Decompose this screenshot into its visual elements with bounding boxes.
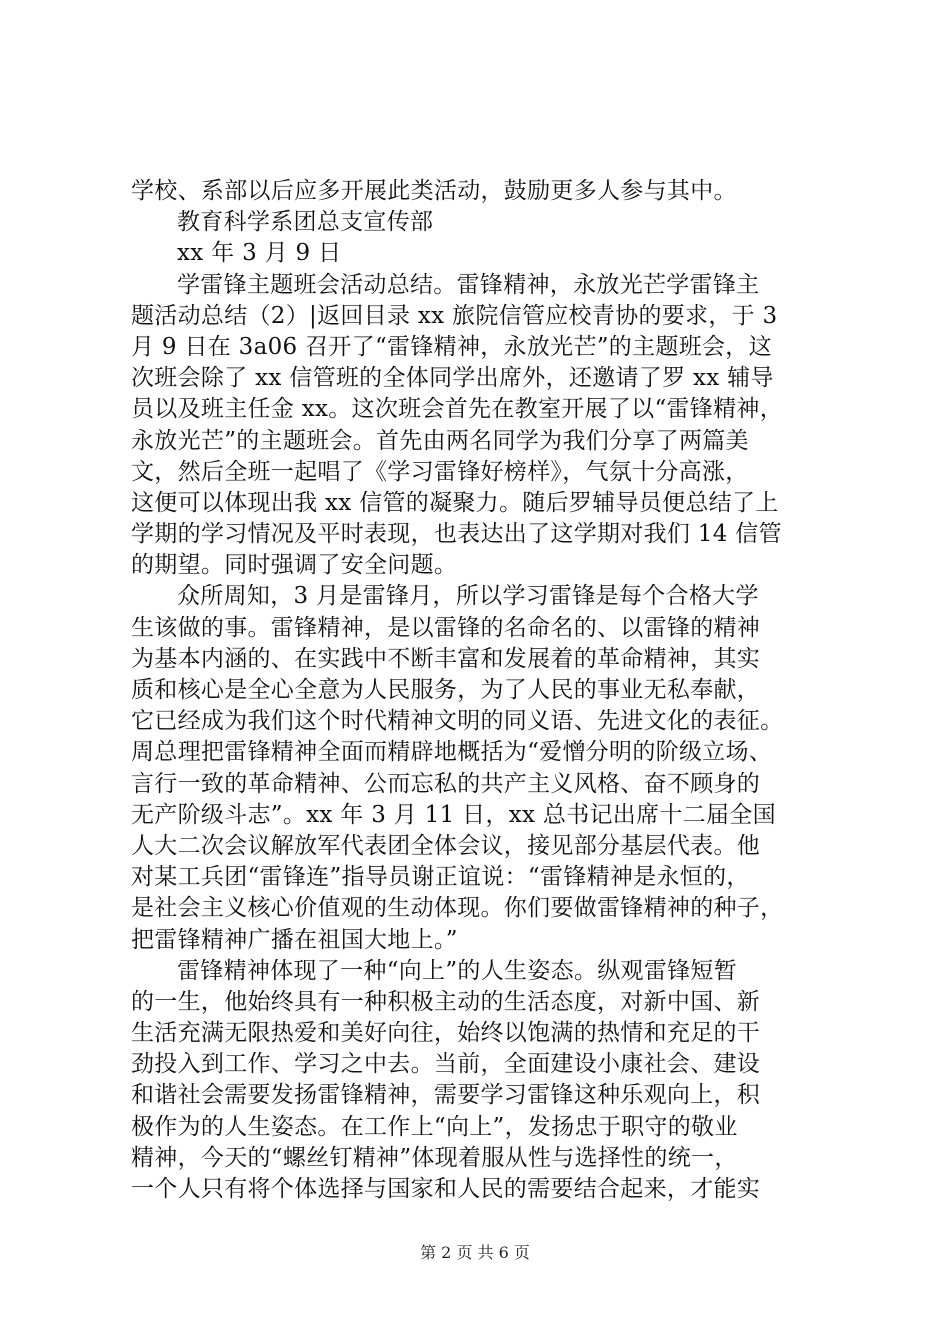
text-line: xx 年 3 月 9 日 xyxy=(177,240,342,267)
text-line: 次班会除了 xx 信管班的全体同学出席外，还邀请了罗 xx 辅导 xyxy=(131,365,774,392)
text-line: 永放光芒”的主题班会。首先由两名同学为我们分享了两篇美 xyxy=(131,427,749,454)
text-line: 劲投入到工作、学习之中去。当前，全面建设小康社会、建设 xyxy=(131,1051,761,1078)
text-line: 学期的学习情况及平时表现，也表达出了这学期对我们 14 信管 xyxy=(131,521,782,548)
text-line: 雷锋精神体现了一种“向上”的人生姿态。纵观雷锋短暂 xyxy=(177,957,738,984)
text-line: 质和核心是全心全意为人民服务，为了人民的事业无私奉献， xyxy=(131,677,761,703)
text-line: 生该做的事。雷锋精神，是以雷锋的名命名的、以雷锋的精神 xyxy=(131,614,761,641)
text-line: 极作为的人生姿态。在工作上“向上”，发扬忠于职守的敬业 xyxy=(131,1113,738,1140)
text-line: 文，然后全班一起唱了《学习雷锋好榜样》，气氛十分高涨， xyxy=(131,458,749,485)
text-line: 它已经成为我们这个时代精神文明的同义语、先进文化的表征。 xyxy=(131,708,784,735)
text-line: 这便可以体现出我 xx 信管的凝聚力。随后罗辅导员便总结了上 xyxy=(131,489,779,516)
text-line: 无产阶级斗志”。xx 年 3 月 11 日，xx 总书记出席十二届全国 xyxy=(131,801,776,828)
page-footer: 第 2 页 共 6 页 xyxy=(420,1243,530,1262)
text-line: 是社会主义核心价值观的生动体现。你们要做雷锋精神的种子， xyxy=(131,895,784,922)
document-body xyxy=(131,176,831,1205)
text-line: 言行一致的革命精神、公而忘私的共产主义风格、奋不顾身的 xyxy=(131,770,761,797)
text-line: 为基本内涵的、在实践中不断丰富和发展着的革命精神，其实 xyxy=(131,645,761,672)
text-line: 一个人只有将个体选择与国家和人民的需要结合起来，才能实 xyxy=(131,1176,761,1202)
text-line: 精神，今天的“螺丝钉精神”体现着服从性与选择性的统一， xyxy=(131,1144,738,1171)
text-line: 和谐社会需要发扬雷锋精神，需要学习雷锋这种乐观向上，积 xyxy=(131,1082,761,1109)
text-line: 众所周知，3 月是雷锋月，所以学习雷锋是每个合格大学 xyxy=(177,583,759,610)
text-line: 生活充满无限热爱和美好向往，始终以饱满的热情和充足的干 xyxy=(131,1020,761,1047)
text-line: 学雷锋主题班会活动总结。雷锋精神，永放光芒学雷锋主 xyxy=(177,271,760,298)
text-line: 教育科学系团总支宣传部 xyxy=(177,209,434,236)
text-line: 的期望。同时强调了安全问题。 xyxy=(131,552,458,579)
text-line: 题活动总结（2）|返回目录 xx 旅院信管应校青协的要求，于 3 xyxy=(131,302,778,329)
text-line: 月 9 日在 3a06 召开了“雷锋精神，永放光芒”的主题班会，这 xyxy=(131,333,772,360)
text-line: 学校、系部以后应多开展此类活动，鼓励更多人参与其中。 xyxy=(131,178,737,204)
text-line: 人大二次会议解放军代表团全体会议，接见部分基层代表。他 xyxy=(131,832,761,859)
text-line: 把雷锋精神广播在祖国大地上。” xyxy=(131,926,458,953)
text-line: 周总理把雷锋精神全面而精辟地概括为“爱憎分明的阶级立场、 xyxy=(131,739,773,766)
text-line: 员以及班主任金 xx。这次班会首先在教室开展了以“雷锋精神， xyxy=(131,396,784,423)
text-line: 对某工兵团“雷锋连”指导员谢正谊说：“雷锋精神是永恒的， xyxy=(131,864,750,891)
text-line: 的一生，他始终具有一种积极主动的生活态度，对新中国、新 xyxy=(131,988,761,1015)
